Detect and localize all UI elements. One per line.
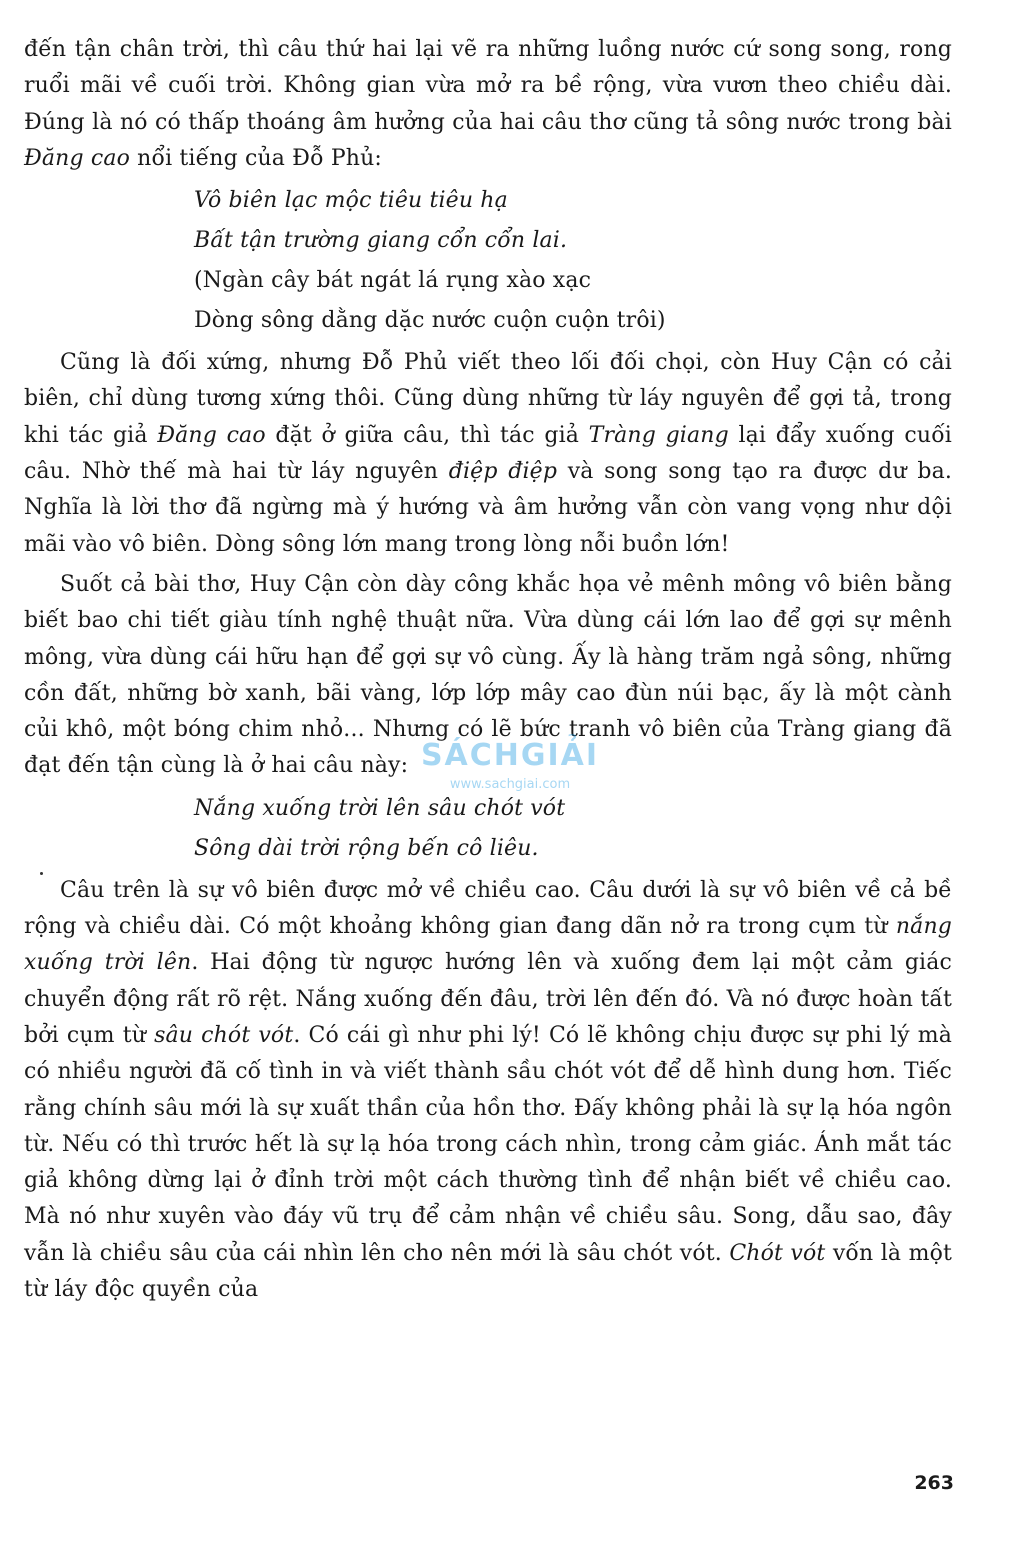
paragraph-4-italic-2: sâu chót vót: [154, 1022, 294, 1048]
verse-dang-cao: [194, 181, 952, 341]
page-number: 263: [914, 1472, 954, 1494]
paragraph-2-italic-3: điệp điệp: [448, 459, 558, 485]
paragraph-1-tail: nổi tiếng của Đỗ Phủ:: [130, 145, 382, 171]
paragraph-3: Suốt cả bài thơ, Huy Cận còn dày công khắc họa vẻ mênh mông vô biên bằng biết bao chi tiết giàu tính nghệ thuật nữa. Vừa dùng cái lớn lao để gợi sự mênh mông, vừa dùng cái hữu hạn để gợi sự vô cùng. Ấy là hàng trăm ngả sông, những cồn đất, những bờ xanh, bãi vàng, lớp lớp mây cao đùn núi bạc, ấy là một cành củi khô, một bóng chim nhỏ... Nhưng có lẽ bức tranh vô biên của Tràng giang đã đạt đến tận cùng là ở hai câu này:: [24, 571, 952, 779]
verse-2-line-2: Sông dài trời rộng bến cô liêu.: [194, 835, 539, 861]
verse-1-line-1: Vô biên lạc mộc tiêu tiêu hạ: [194, 188, 508, 214]
verse-1-line-2: Bất tận trường giang cổn cổn lai.: [194, 228, 568, 254]
page-body: [24, 32, 952, 1308]
verse-1-line-3: (Ngàn cây bát ngát lá rụng xào xạc: [194, 268, 592, 294]
verse-1-line-4: Dòng sông dằng dặc nước cuộn cuộn trôi): [194, 308, 666, 334]
watermark-url: www.sachgiai.com: [449, 777, 571, 792]
paragraph-1: [24, 32, 952, 177]
paragraph-2-italic-1: Đăng cao: [157, 422, 266, 448]
paragraph-4-text-4: vốn là một từ láy độc quyền của: [24, 1240, 953, 1303]
paragraph-4-italic-3: Chót vót: [729, 1240, 826, 1266]
paragraph-2-text-1: Cũng là đối xứng, nhưng Đỗ Phủ viết theo lối đối chọi, còn Huy Cận có cải biên, chỉ dùng tương xứng thôi. Cũng dùng những từ láy nguyên để gợi tả, trong khi tác giả: [24, 350, 952, 448]
paragraph-4: [24, 873, 952, 1309]
paragraph-4-text-1: Câu trên là sự vô biên được mở về chiều cao. Câu dưới là sự vô biên về cả bề rộng và chiều dài. Có một khoảng không gian đang dãn nở ra trong cụm từ: [24, 877, 952, 940]
paragraph-2-text-4: và song song tạo ra được dư ba. Nghĩa là lời thơ đã ngừng mà ý hướng và âm hưởng vẫn còn vang vọng như dội mãi vào vô biên. Dòng sông lớn mang trong lòng nỗi buồn lớn!: [24, 459, 952, 557]
paragraph-2-text-2: đặt ở giữa câu, thì tác giả: [265, 422, 589, 448]
verse-2-line-1: Nắng xuống trời lên sâu chót vót: [194, 795, 566, 821]
paragraph-4-italic-1: nắng xuống trời lên: [24, 914, 952, 976]
paragraph-2-italic-2: Tràng giang: [588, 422, 729, 448]
verse-trang-giang: [194, 789, 952, 869]
paragraph-4-text-3: . Có cái gì như phi lý! Có lẽ không chịu được sự phi lý mà có nhiều người đã cố tình in và viết thành sầu chót vót để dễ hình dung hơn. Tiếc rằng chính sâu mới là sự xuất thần của hồn thơ. Đấy không phải là sự lạ hóa ngôn từ. Nếu có thì trước hết là sự lạ hóa trong cách nhìn, trong cảm giác. Ánh mắt tác giả không dừng lại ở đỉnh trời một cách thường tình để nhận biết về chiều cao. Mà nó như xuyên vào đáy vũ trụ để cảm nhận về chiều sâu. Song, dẫu sao, đây vẫn là chiều sâu của cái nhìn lên cho nên mới là sâu chót vót.: [24, 1022, 953, 1266]
paragraph-4-text-2: . Hai động từ ngược hướng lên và xuống đem lại một cảm giác chuyển động rất rõ rệt. Nắng xuống đến đâu, trời lên đến đó. Và nó được hoàn tất bởi cụm từ: [24, 950, 952, 1048]
paragraph-2-text-3: lại đẩy xuống cuối câu. Nhờ thế mà hai từ láy nguyên: [24, 422, 952, 485]
paragraph-1-italic-title: Đăng cao: [24, 145, 131, 171]
watermark-brand: SÁCHGIẢI: [420, 738, 600, 773]
paragraph-2: [24, 345, 952, 563]
paragraph-1-text: đến tận chân trời, thì câu thứ hai lại vẽ ra những luồng nước cứ song song, rong ruổi mãi về cuối trời. Không gian vừa mở ra bề rộng, vừa vươn theo chiều dài. Đúng là nó có thấp thoáng âm hưởng của hai câu thơ cũng tả sông nước trong bài: [24, 37, 952, 135]
scan-speck: [40, 872, 43, 875]
